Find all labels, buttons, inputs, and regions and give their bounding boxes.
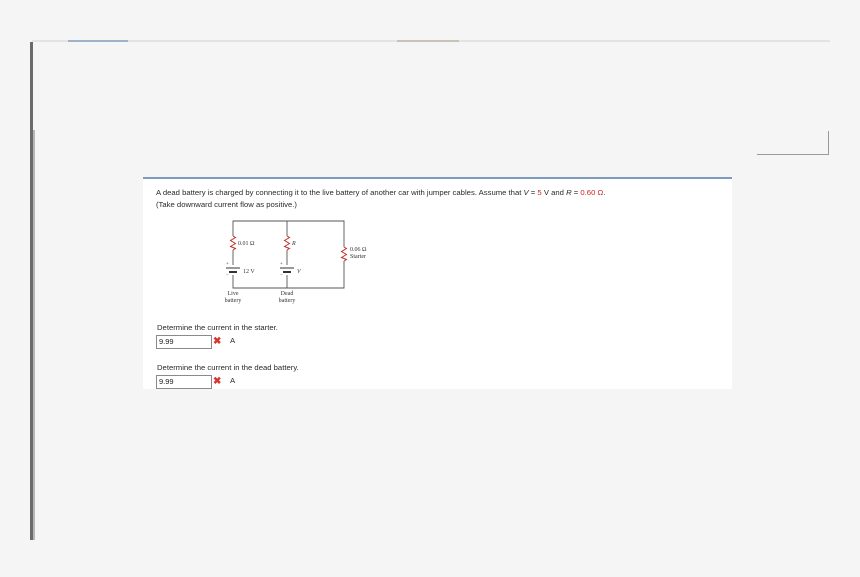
dead-battery-label: battery: [278, 298, 296, 304]
minus-sign: −: [226, 273, 229, 278]
top-strip-segment: [397, 40, 459, 42]
live-battery-voltage: 12 V: [243, 269, 255, 275]
question-text-part: .: [603, 188, 606, 197]
plus-sign: +: [280, 262, 283, 267]
question-text-part: =: [528, 188, 538, 197]
top-strip: [32, 40, 830, 42]
question-text-part: A dead battery is charged by connecting it to the live battery of another car with jumper cables. Assume that: [156, 188, 524, 197]
part2-prompt: Determine the current in the dead battery.: [157, 363, 299, 372]
live-battery-label: Live: [227, 291, 239, 297]
v-value: 5: [537, 188, 542, 197]
circuit-diagram: [216, 217, 367, 313]
circuit-wire: [233, 221, 344, 288]
question-text: [156, 187, 726, 211]
part2-answer-input[interactable]: 9.99: [156, 375, 212, 389]
left-edge-shadow: [33, 130, 35, 540]
starter-resistance-label: 0.06 Ω: [350, 247, 367, 253]
starter-label: Starter: [350, 254, 366, 260]
question-instruction: (Take downward current flow as positive.): [156, 200, 297, 209]
question-text-part: =: [571, 188, 581, 197]
part2-unit: A: [230, 376, 236, 385]
v-symbol: V: [523, 188, 529, 197]
incorrect-icon: ✖: [213, 376, 222, 387]
r-value: 0.60 Ω: [580, 188, 604, 197]
question-card: [143, 177, 732, 389]
question-text-part: V and: [541, 188, 567, 197]
top-strip-segment: [68, 40, 128, 42]
part1-answer-input[interactable]: 9.99: [156, 335, 212, 349]
dead-battery-label: Dead: [280, 291, 294, 297]
incorrect-icon: ✖: [213, 336, 222, 347]
minus-sign: −: [280, 273, 283, 278]
right-corner-frame: [757, 131, 829, 155]
live-battery-label: battery: [224, 298, 242, 304]
r-symbol: R: [566, 188, 572, 197]
r-label: R: [292, 241, 296, 247]
r1-label: 0.01 Ω: [238, 241, 255, 247]
plus-sign: +: [226, 262, 229, 267]
part1-prompt: Determine the current in the starter.: [157, 323, 278, 332]
dead-battery-voltage: V: [297, 269, 301, 275]
part1-unit: A: [230, 336, 236, 345]
